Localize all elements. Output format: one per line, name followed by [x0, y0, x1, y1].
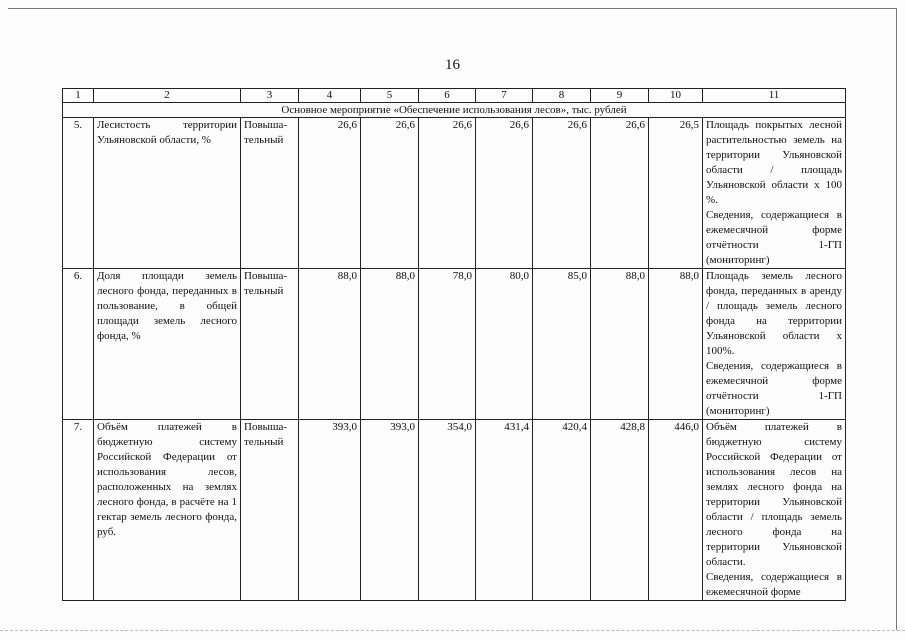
column-number: 6 — [419, 89, 476, 103]
value-cell: 26,6 — [591, 118, 649, 269]
page-number: 16 — [445, 57, 460, 73]
column-number: 3 — [241, 89, 299, 103]
indicator-type: Повыша-тельный — [241, 118, 299, 269]
page-border-top — [8, 8, 897, 9]
column-number: 10 — [649, 89, 703, 103]
column-number-row — [63, 89, 846, 103]
indicators-table — [62, 88, 846, 601]
calculation-method: Площадь покрытых лесной растительностью земель на территории Ульяновской области / площадь Ульяновской области х 100 %. — [706, 119, 842, 206]
table-row — [63, 420, 846, 601]
value-cell: 393,0 — [361, 420, 419, 601]
indicator-type: Повыша-тельный — [241, 269, 299, 420]
value-cell: 88,0 — [649, 269, 703, 420]
value-cell: 26,6 — [299, 118, 361, 269]
value-cell: 446,0 — [649, 420, 703, 601]
value-cell: 78,0 — [419, 269, 476, 420]
scan-artifact-line — [0, 630, 905, 632]
data-source: Сведения, содержащиеся в ежемесячной форме отчётности 1-ГП (мониторинг) — [706, 209, 842, 266]
table-row — [63, 118, 846, 269]
column-number: 5 — [361, 89, 419, 103]
value-cell: 26,5 — [649, 118, 703, 269]
indicator-name: Лесистость территории Ульяновской области, % — [94, 118, 241, 269]
calculation-method: Объём платежей в бюджетную систему Российской Федерации от использования лесов на землях лесного фонда на территории Ульяновской области / площадь земель лесного фонда на территории Ульяновской области. — [706, 421, 842, 568]
value-cell: 26,6 — [361, 118, 419, 269]
value-cell: 428,8 — [591, 420, 649, 601]
value-cell: 88,0 — [591, 269, 649, 420]
column-number: 2 — [94, 89, 241, 103]
column-number: 9 — [591, 89, 649, 103]
indicator-name: Доля площади земель лесного фонда, переданных в пользование, в общей площади земель лесного фонда, % — [94, 269, 241, 420]
value-cell: 26,6 — [476, 118, 533, 269]
value-cell: 431,4 — [476, 420, 533, 601]
row-number: 5. — [63, 118, 94, 269]
indicator-name: Объём платежей в бюджетную систему Российской Федерации от использования лесов, расположенных на землях лесного фонда, в расчёте на 1 гектар земель лесного фонда, руб. — [94, 420, 241, 601]
value-cell: 26,6 — [419, 118, 476, 269]
section-header-row — [63, 103, 846, 118]
value-cell: 88,0 — [361, 269, 419, 420]
section-title: Основное мероприятие «Обеспечение использования лесов», тыс. рублей — [63, 103, 846, 118]
value-cell: 420,4 — [533, 420, 591, 601]
value-cell: 88,0 — [299, 269, 361, 420]
column-number: 1 — [63, 89, 94, 103]
value-cell: 354,0 — [419, 420, 476, 601]
column-number: 4 — [299, 89, 361, 103]
calculation-method-cell — [703, 118, 846, 269]
value-cell: 26,6 — [533, 118, 591, 269]
row-number: 7. — [63, 420, 94, 601]
value-cell: 393,0 — [299, 420, 361, 601]
table-row — [63, 269, 846, 420]
value-cell: 85,0 — [533, 269, 591, 420]
column-number: 8 — [533, 89, 591, 103]
column-number: 11 — [703, 89, 846, 103]
row-number: 6. — [63, 269, 94, 420]
calculation-method: Площадь земель лесного фонда, переданных в аренду / площадь земель лесного фонда на территории Ульяновской области х 100%. — [706, 270, 842, 357]
data-source: Сведения, содержащиеся в ежемесячной форме отчётности 1-ГП (мониторинг) — [706, 360, 842, 417]
indicator-type: Повыша-тельный — [241, 420, 299, 601]
calculation-method-cell — [703, 269, 846, 420]
calculation-method-cell — [703, 420, 846, 601]
data-source: Сведения, содержащиеся в ежемесячной форме — [706, 571, 842, 598]
column-number: 7 — [476, 89, 533, 103]
value-cell: 80,0 — [476, 269, 533, 420]
page-border-right — [896, 8, 897, 630]
